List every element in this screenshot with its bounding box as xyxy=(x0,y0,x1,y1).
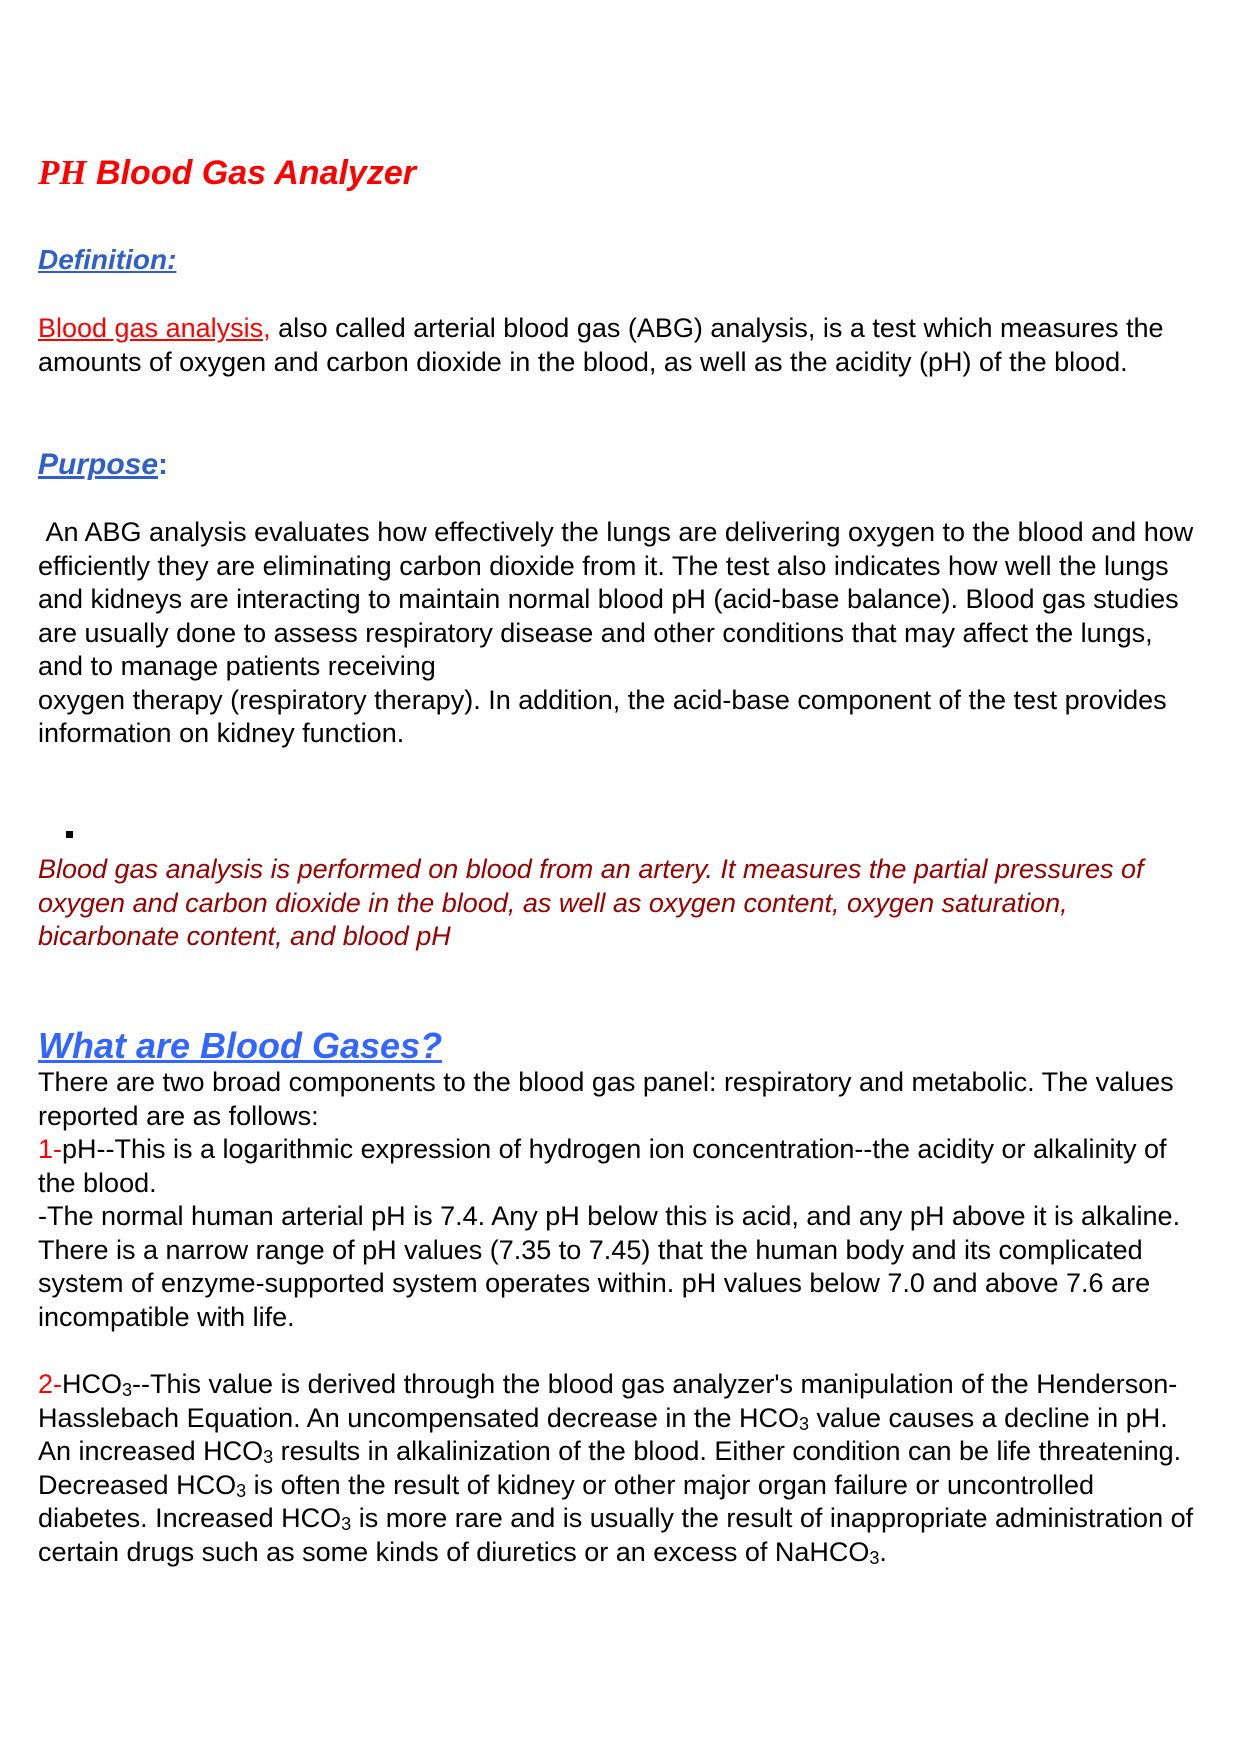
item-2-text-a: --This value is derived through the blood gas analyzer's manipulation of the Henderson-Hasslebach Equation. An uncompensated decrease in the xyxy=(38,1369,1178,1433)
hco3-label: HCO xyxy=(738,1402,799,1433)
hco3-paragraph xyxy=(38,1368,1198,1569)
subscript-3: 3 xyxy=(341,1514,352,1534)
item-1-detail: -The normal human arterial pH is 7.4. Any pH below this is acid, and any pH above it is alkaline. There is a narrow range of pH values (7.35 to 7.45) that the human body and its complicated system of enzyme-supported system operates within. pH values below 7.0 and above 7.6 are incompatible with life. xyxy=(38,1201,1181,1332)
item-1-number: 1- xyxy=(38,1134,63,1164)
subscript-3: 3 xyxy=(263,1447,274,1467)
page-title xyxy=(38,152,416,194)
purpose-heading-text: Purpose xyxy=(38,448,159,481)
definition-heading: Definition: xyxy=(38,244,177,275)
item-2-text-c: results in alkalinization of the blood. Either condition can be life threatening. Decreased xyxy=(38,1436,1182,1500)
blood-gases-intro: There are two broad components to the blood gas panel: respiratory and metabolic. The values reported are as follows: xyxy=(38,1067,1174,1131)
purpose-heading xyxy=(38,447,168,483)
purpose-paragraph xyxy=(38,516,1198,751)
hco3-label: HCO xyxy=(203,1436,264,1466)
subscript-3: 3 xyxy=(869,1547,880,1568)
item-2-text-e: is more rare and is usually the result of inappropriate administration of certain drugs such as some kinds of diuretics or an excess of xyxy=(38,1503,1194,1567)
subscript-3: 3 xyxy=(798,1413,809,1434)
blood-gas-analysis-link[interactable]: Blood gas analysis, xyxy=(38,313,271,343)
subscript-3: 3 xyxy=(122,1380,133,1400)
item-1-text: pH--This is a logarithmic expression of hydrogen ion concentration--the acidity or alkalinity of the blood. xyxy=(38,1134,1167,1198)
blood-gases-section xyxy=(38,1066,1198,1334)
title-text: Blood Gas Analyzer xyxy=(86,154,416,192)
title-prefix: PH xyxy=(38,153,87,192)
note-paragraph: Blood gas analysis is performed on blood from an artery. It measures the partial pressures of oxygen and carbon dioxide in the blood, as well as oxygen content, oxygen saturation, bicarbonate content, and blood pH xyxy=(38,854,1144,951)
purpose-text-2: oxygen therapy (respiratory therapy). In addition, the acid-base component of the test provides information on kidney function. xyxy=(38,684,1167,748)
hco3-label: HCO xyxy=(62,1369,123,1399)
item-2-number: 2- xyxy=(38,1369,63,1399)
item-2-text-d: is often the result of kidney or other major organ failure or uncontrolled diabetes. Increased xyxy=(38,1469,1095,1533)
definition-text: also called arterial blood gas (ABG) analysis, is a test which measures the amounts of oxygen and carbon dioxide in the blood, as well as the acidity (pH) of the blood. xyxy=(38,313,1164,377)
hco3-label: HCO xyxy=(176,1469,237,1500)
square-bullet-icon xyxy=(66,831,73,838)
item-2-period: . xyxy=(879,1536,887,1567)
definition-paragraph xyxy=(38,312,1198,379)
hco3-label: HCO xyxy=(281,1503,342,1533)
item-2-text-b: value causes a decline in pH. An increased xyxy=(38,1402,1168,1466)
purpose-text-1: An ABG analysis evaluates how effectively the lungs are delivering oxygen to the blood and how efficiently they are eliminating carbon dioxide from it. The test also indicates how well the lungs and kidneys are interacting to maintain normal blood pH (acid-base balance). Blood gas studies are usually done to assess respiratory disease and other conditions that may affect the lungs, and to manage patients receiving xyxy=(38,517,1194,681)
subscript-3: 3 xyxy=(236,1480,247,1501)
nahco3-label: NaHCO xyxy=(774,1536,870,1567)
purpose-heading-colon: : xyxy=(158,448,169,481)
blood-gases-heading: What are Blood Gases? xyxy=(38,1025,443,1066)
